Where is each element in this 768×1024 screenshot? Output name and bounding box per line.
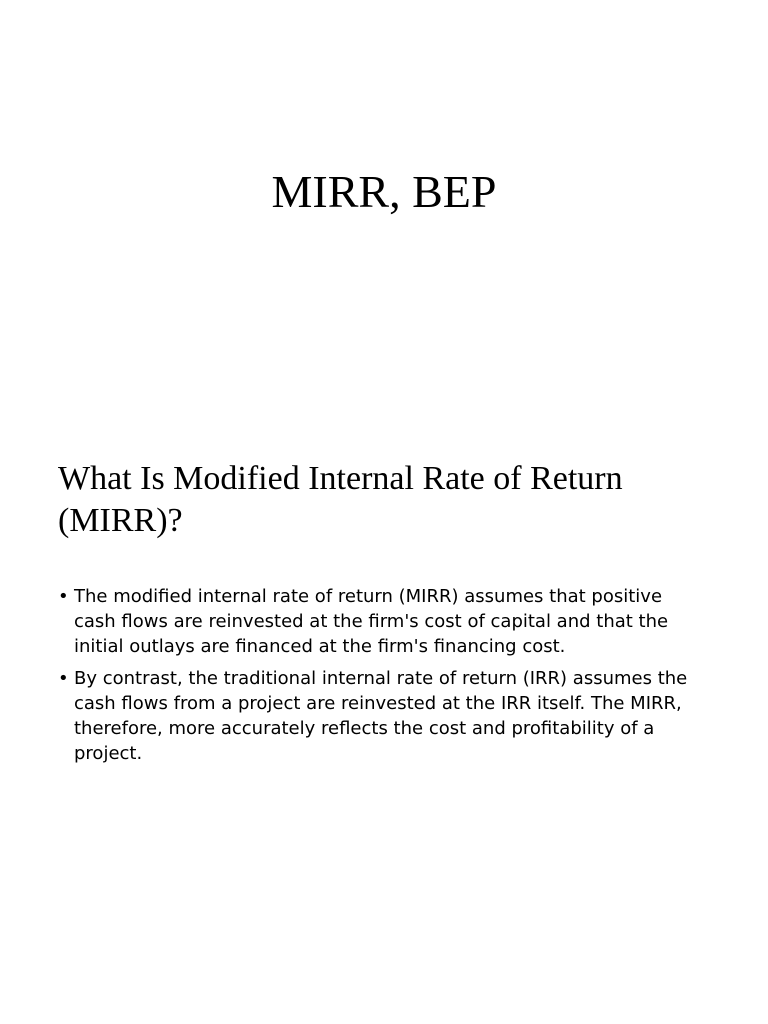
slide-title: MIRR, BEP	[271, 166, 497, 217]
bullet-item-mirr-definition	[58, 584, 708, 659]
bullet-item-irr-contrast	[58, 666, 708, 766]
bullet-text: The modified internal rate of return (MIRR) assumes that positive cash flows are reinvested at the firm's cost of capital and that the initial outlays are financed at the firm's financing cost.	[74, 586, 669, 657]
content-slide	[0, 410, 768, 1024]
bullet-icon: •	[58, 586, 69, 607]
bullet-icon: •	[58, 668, 69, 689]
bullet-text: By contrast, the traditional internal rate of return (IRR) assumes the cash flows from a project are reinvested at the IRR itself. The MIRR, therefore, more accurately reflects the cost and profitability of a project.	[74, 668, 688, 764]
section-heading: What Is Modified Internal Rate of Return (MIRR)?	[58, 460, 623, 539]
bullet-list	[58, 584, 708, 773]
title-slide	[0, 0, 768, 410]
